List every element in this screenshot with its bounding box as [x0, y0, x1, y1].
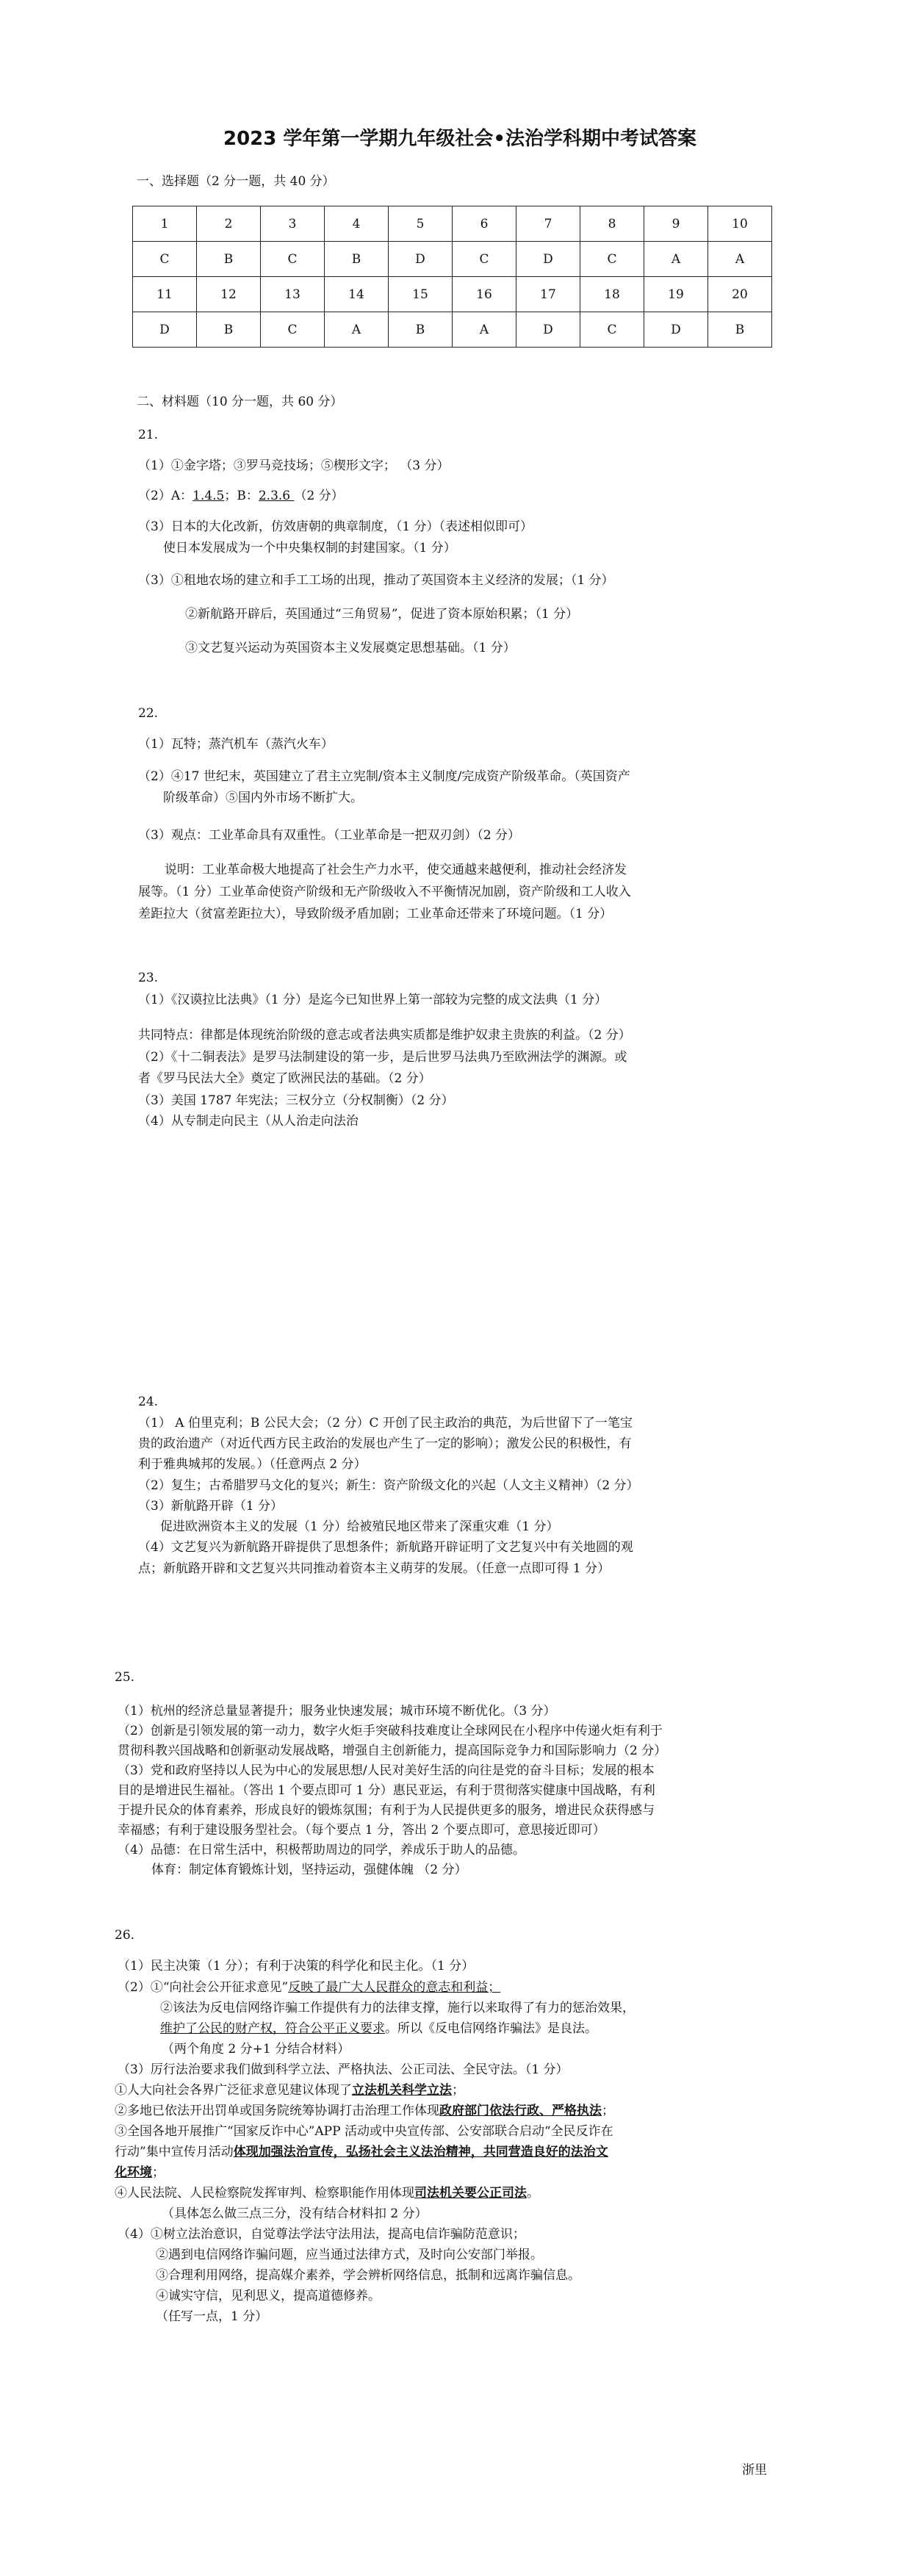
answer-text: （2）A： — [138, 489, 193, 503]
table-cell: 9 — [644, 206, 708, 242]
answer-line: （4）①树立法治意识，自觉尊法学法守法用法，提高电信诈骗防范意识； — [118, 2227, 525, 2242]
underlined-answer: 2.3.6 — [258, 489, 295, 503]
answer-line: （3）美国 1787 年宪法；三权分立（分权制衡）（2 分） — [138, 1093, 454, 1108]
answer-line: （4）品德：在日常生活中，积极帮助周边的同学，养成乐于助人的品德。 — [118, 1843, 525, 1857]
answer-line: （3）日本的大化改新，仿效唐朝的典章制度，（1 分）（表述相似即可） — [138, 519, 533, 534]
table-cell: 17 — [516, 277, 580, 312]
table-cell: 6 — [453, 206, 516, 242]
table-cell: 2 — [197, 206, 261, 242]
question-number: 21. — [138, 428, 159, 442]
table-cell: 3 — [261, 206, 325, 242]
question-number: 23. — [138, 971, 159, 985]
answer-line — [160, 2021, 597, 2037]
answer-line: （具体怎么做三点三分，没有结合材料扣 2 分） — [162, 2206, 428, 2221]
answer-line: 促进欧洲资本主义的发展（1 分）给被殖民地区带来了深重灾难（1 分） — [160, 1519, 559, 1534]
table-cell: C — [133, 242, 197, 277]
table-cell: C — [261, 242, 325, 277]
answer-line: （1）杭州的经济总量显著提升；服务业快速发展；城市环境不断优化。（3 分） — [118, 1704, 556, 1719]
answer-line — [118, 1979, 500, 1996]
table-cell: B — [325, 242, 389, 277]
table-cell: 8 — [580, 206, 644, 242]
answer-line: 贯彻科教兴国战略和创新驱动发展战略，增强自主创新能力，提高国际竞争力和国际影响力（2 分） — [118, 1744, 667, 1758]
answer-line — [115, 2185, 539, 2202]
table-cell: C — [453, 242, 516, 277]
answer-text: ②多地已依法开出罚单或国务院统筹协调打击治理工作体现 — [115, 2104, 439, 2118]
table-cell: 12 — [197, 277, 261, 312]
table-cell: A — [708, 242, 772, 277]
table-cell: D — [516, 312, 580, 348]
table-cell: 18 — [580, 277, 644, 312]
answer-line: 展等。（1 分）工业革命使资产阶级和无产阶级收入不平衡情况加剧，资产阶级和工人收入 — [138, 885, 631, 899]
answer-line: 利于雅典城邦的发展。）（任意两点 2 分） — [138, 1457, 367, 1472]
answer-line: （2）复生；古希腊罗马文化的复兴；新生：资产阶级文化的兴起（人文主义精神）（2 分） — [138, 1478, 639, 1493]
question-number: 22. — [138, 706, 159, 721]
answer-text: ； — [602, 2104, 614, 2118]
answer-text: 行动”集中宣传月活动 — [115, 2145, 234, 2159]
table-cell: 10 — [708, 206, 772, 242]
answer-line: ③文艺复兴运动为英国资本主义发展奠定思想基础。（1 分） — [185, 641, 516, 655]
table-cell: 14 — [325, 277, 389, 312]
table-cell: B — [197, 312, 261, 348]
table-cell: A — [453, 312, 516, 348]
key-point: 司法机关要公正司法 — [414, 2186, 527, 2201]
answer-text: （2 分） — [294, 489, 344, 503]
key-point: 政府部门依法行政、严格执法 — [439, 2104, 602, 2118]
answer-line: （2）创新是引领发展的第一动力，数字火炬手突破科技难度让全球网民在小程序中传递火炬有利于 — [118, 1724, 663, 1738]
answer-line: 阶级革命）⑤国内外市场不断扩大。 — [163, 791, 363, 805]
answer-line: （4）从专制走向民主（从人治走向法治 — [138, 1114, 359, 1129]
table-cell: 7 — [516, 206, 580, 242]
answer-line: 贵的政治遗产（对近代西方民主政治的发展也产生了一定的影响）；激发公民的积极性，有 — [138, 1436, 632, 1451]
answer-text: 。所以《反电信网络诈骗法》是良法。 — [385, 2021, 597, 2036]
answer-text: （2）①“向社会公开征求意见” — [118, 1980, 289, 1995]
answer-line: 者《罗马民法大全》奠定了欧洲民法的基础。（2 分） — [138, 1071, 431, 1086]
section-choice-heading: 一、选择题（2 分一题，共 40 分） — [137, 174, 335, 189]
table-cell: D — [133, 312, 197, 348]
answer-line: 点；新航路开辟和文艺复兴共同推动着资本主义萌芽的发展。（任意一点即可得 1 分） — [138, 1561, 611, 1576]
table-cell: B — [197, 242, 261, 277]
answer-line: （3）①租地农场的建立和手工工场的出现，推动了英国资本主义经济的发展；（1 分） — [138, 573, 614, 588]
answer-line: 体育：制定体育锻炼计划，坚持运动，强健体魄 （2 分） — [151, 1863, 467, 1877]
answer-line: （1）《汉谟拉比法典》（1 分）是迄今已知世界上第一部较为完整的成文法典（1 分） — [138, 993, 608, 1007]
section-material-heading: 二、材料题（10 分一题，共 60 分） — [137, 395, 343, 409]
table-row — [133, 277, 772, 312]
table-cell: 4 — [325, 206, 389, 242]
answer-line: （两个角度 2 分+1 分结合材料） — [162, 2042, 350, 2057]
answer-line: 目的是增进民生福祉。（答出 1 个要点即可 1 分）惠民亚运，有利于贯彻落实健康中国战略，有利 — [118, 1783, 655, 1798]
answer-text: ；B： — [224, 489, 259, 503]
underlined-answer: 维护了公民的财产权，符合公平正义要求 — [160, 2021, 385, 2036]
answer-line: （2）《十二铜表法》是罗马法制建设的第一步，是后世罗马法典乃至欧洲法学的渊源。或 — [138, 1050, 627, 1065]
answer-text: ④人民法院、人民检察院发挥审判、检察职能作用体现 — [115, 2186, 414, 2201]
table-cell: D — [644, 312, 708, 348]
answer-line: 差距拉大（贫富差距拉大），导致阶级矛盾加剧；工业革命还带来了环境问题。（1 分） — [138, 907, 613, 921]
table-cell: 5 — [389, 206, 453, 242]
question-number: 24. — [138, 1395, 159, 1409]
answer-line: （1）①金字塔；③罗马竞技场；⑤楔形文字； （3 分） — [138, 458, 450, 473]
answer-line: （3）党和政府坚持以人民为中心的发展思想/人民对美好生活的向往是党的奋斗目标；发展的根本 — [118, 1763, 655, 1778]
answer-line: 共同特点：律都是体现统治阶级的意志或者法典实质都是维护奴隶主贵族的利益。（2 分） — [138, 1028, 631, 1043]
answer-line — [115, 2165, 165, 2181]
table-cell: C — [261, 312, 325, 348]
table-cell: A — [325, 312, 389, 348]
answer-line — [138, 488, 344, 505]
question-number: 26. — [115, 1928, 135, 1943]
table-cell: D — [516, 242, 580, 277]
question-number: 25. — [115, 1670, 135, 1685]
answer-line: （1） A 伯里克利；B 公民大会；（2 分）C 开创了民主政治的典范，为后世留下了一笔宝 — [138, 1416, 633, 1431]
answer-line — [115, 2082, 464, 2099]
table-cell: 1 — [133, 206, 197, 242]
answer-line: （1）民主决策（1 分）；有利于决策的科学化和民主化。（1 分） — [118, 1959, 475, 1974]
answer-line: ③合理利用网络，提高媒介素养，学会辨析网络信息，抵制和远离诈骗信息。 — [156, 2268, 580, 2283]
answer-line: （1）瓦特；蒸汽机车（蒸汽火车） — [138, 737, 334, 752]
table-cell: 11 — [133, 277, 197, 312]
answer-line — [115, 2144, 608, 2161]
key-point: 化环境 — [115, 2165, 152, 2180]
underlined-answer: 1.4.5 — [192, 489, 225, 503]
answer-line: ②该法为反电信网络诈骗工作提供有力的法律支撑，施行以来取得了有力的惩治效果， — [160, 2001, 635, 2015]
answer-text: ； — [452, 2083, 464, 2098]
answer-line: ③全国各地开展推广“国家反诈中心”APP 活动或中央宣传部、公安部联合启动“全民反诈在 — [115, 2124, 613, 2139]
table-cell: 15 — [389, 277, 453, 312]
table-row — [133, 312, 772, 348]
table-cell: C — [580, 312, 644, 348]
table-cell: B — [389, 312, 453, 348]
underlined-answer: 反映了最广大人民群众的意志和利益； — [288, 1980, 501, 1995]
table-cell: 16 — [453, 277, 516, 312]
answer-table — [132, 206, 772, 348]
table-cell: B — [708, 312, 772, 348]
answer-text: ①人大向社会各界广泛征求意见建议体现了 — [115, 2083, 352, 2098]
table-row — [133, 242, 772, 277]
table-cell: C — [580, 242, 644, 277]
answer-line: （2）④17 世纪末，英国建立了君主立宪制/资本主义制度/完成资产阶级革命。（英国资产 — [138, 769, 630, 784]
table-cell: D — [389, 242, 453, 277]
table-cell: 19 — [644, 277, 708, 312]
page-title: 2023 学年第一学期九年级社会•法治学科期中考试答案 — [223, 128, 697, 150]
answer-line — [115, 2103, 614, 2120]
answer-line: ②新航路开辟后，英国通过“三角贸易”，促进了资本原始积累；（1 分） — [185, 607, 579, 622]
answer-line: ④诚实守信，见利思义，提高道德修养。 — [156, 2289, 381, 2303]
answer-line: 使日本发展成为一个中央集权制的封建国家。（1 分） — [163, 541, 456, 555]
answer-text: 。 — [527, 2186, 539, 2201]
key-point: 体现加强法治宣传，弘扬社会主义法治精神，共同营造良好的法治文 — [233, 2145, 608, 2159]
answer-line: ②遇到电信网络诈骗问题，应当通过法律方式，及时向公安部门举报。 — [156, 2248, 543, 2262]
answer-line: 幸福感；有利于建设服务型社会。（每个要点 1 分，答出 2 个要点即可，意思接近即可） — [118, 1823, 605, 1838]
answer-line: 于提升民众的体育素养，形成良好的锻炼氛围；有利于为人民提供更多的服务，增进民众获得感与 — [118, 1803, 655, 1818]
answer-line: （3）观点：工业革命具有双重性。（工业革命是一把双刃剑）（2 分） — [138, 828, 521, 843]
table-cell: A — [644, 242, 708, 277]
answer-line: （3）新航路开辟（1 分） — [138, 1499, 284, 1514]
footer-mark: 浙里 — [742, 2463, 767, 2478]
table-row — [133, 206, 772, 242]
table-cell: 20 — [708, 277, 772, 312]
answer-line: （任写一点，1 分） — [156, 2309, 268, 2324]
answer-line: 说明：工业革命极大地提高了社会生产力水平，使交通越来越便利，推动社会经济发 — [165, 863, 627, 877]
table-cell: 13 — [261, 277, 325, 312]
answer-line: （3）厉行法治要求我们做到科学立法、严格执法、公正司法、全民守法。（1 分） — [118, 2062, 569, 2077]
answer-text: ； — [152, 2165, 165, 2180]
key-point: 立法机关科学立法 — [352, 2083, 452, 2098]
answer-line: （4）文艺复兴为新航路开辟提供了思想条件；新航路开辟证明了文艺复兴中有关地圆的观 — [138, 1540, 633, 1555]
